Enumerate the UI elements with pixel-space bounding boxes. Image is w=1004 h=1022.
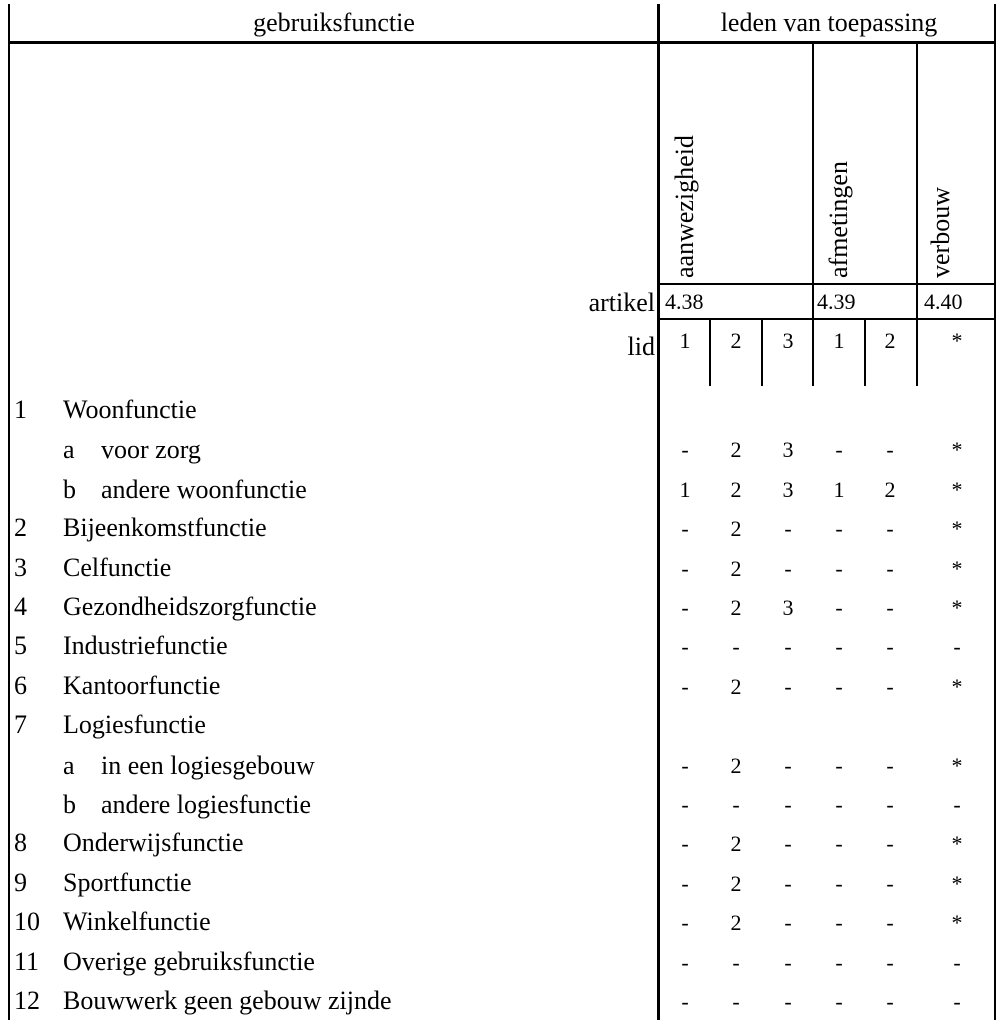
row-value-cell: - (835, 753, 843, 778)
row-value-cell: 2 (730, 516, 742, 541)
row-value-cell: 2 (730, 595, 742, 620)
row-value-cell: 2 (730, 674, 742, 699)
row-value-cell: * (951, 831, 963, 856)
row-value-cell: - (784, 753, 792, 778)
row-value-cell: - (886, 556, 894, 581)
row-name: Gezondheidszorgfunctie (63, 592, 317, 621)
lid-divider-1 (709, 320, 711, 386)
row-value-cell: - (835, 674, 843, 699)
row-value-cell: 2 (730, 831, 742, 856)
row-value-cell: - (835, 950, 843, 975)
row-number: 8 (14, 828, 27, 857)
row-value-cell: 2 (884, 477, 896, 502)
row-name: voor zorg (101, 435, 201, 464)
row-name: Industriefunctie (63, 631, 228, 660)
row-value-cell: - (681, 516, 689, 541)
row-value-cell: - (681, 634, 689, 659)
row-value-cell: - (886, 634, 894, 659)
row-value-cell: - (886, 910, 894, 935)
row-value-cell: - (784, 831, 792, 856)
row-value-cell: - (681, 950, 689, 975)
row-name: Bijeenkomstfunctie (63, 513, 267, 542)
row-value-cell: * (951, 516, 963, 541)
row-sub-letter: b (63, 475, 76, 504)
row-value-cell: - (681, 792, 689, 817)
artikel-line (660, 283, 996, 285)
row-value-cell: 3 (782, 437, 794, 462)
artikel-4-39: 4.39 (817, 289, 856, 314)
row-value-cell: - (784, 950, 792, 975)
row-value-cell: * (951, 910, 963, 935)
row-value-cell: - (681, 910, 689, 935)
lid-number: 1 (833, 328, 845, 353)
row-value-cell: - (784, 792, 792, 817)
row-number: 9 (14, 868, 27, 897)
lid-number: 2 (730, 328, 742, 353)
row-value-cell: 2 (730, 871, 742, 896)
row-sub-letter: a (63, 751, 75, 780)
row-value-cell: - (953, 950, 961, 975)
row-name: Onderwijsfunctie (63, 828, 244, 857)
row-value-cell: - (886, 950, 894, 975)
left-border (8, 4, 10, 1020)
row-value-cell: - (953, 989, 961, 1014)
group-divider-1 (812, 44, 814, 386)
lid-number: * (951, 328, 963, 353)
header-leden-van-toepassing: leden van toepassing (720, 8, 938, 37)
row-number: 10 (14, 907, 40, 936)
row-value-cell: - (732, 634, 740, 659)
row-value-cell: * (951, 871, 963, 896)
right-border (994, 4, 996, 1020)
row-name: Kantoorfunctie (63, 671, 221, 700)
row-value-cell: - (835, 556, 843, 581)
row-value-cell: 3 (782, 595, 794, 620)
row-number: 5 (14, 631, 27, 660)
lid-divider-2 (761, 320, 763, 386)
row-value-cell: * (951, 674, 963, 699)
row-value-cell: - (784, 516, 792, 541)
row-value-cell: * (951, 477, 963, 502)
row-name: Logiesfunctie (63, 710, 206, 739)
row-value-cell: - (681, 989, 689, 1014)
row-value-cell: - (784, 871, 792, 896)
row-value-cell: - (953, 792, 961, 817)
row-name: Winkelfunctie (63, 907, 211, 936)
row-value-cell: - (953, 634, 961, 659)
row-value-cell: - (681, 595, 689, 620)
row-number: 11 (14, 947, 40, 976)
row-value-cell: - (886, 516, 894, 541)
row-value-cell: - (886, 437, 894, 462)
lid-number: 3 (782, 328, 794, 353)
row-value-cell: - (784, 674, 792, 699)
row-value-cell: - (681, 831, 689, 856)
lid-number: 2 (884, 328, 896, 353)
row-number: 2 (14, 513, 27, 542)
row-value-cell: - (835, 595, 843, 620)
row-value-cell: - (886, 674, 894, 699)
row-value-cell: - (732, 950, 740, 975)
row-value-cell: - (886, 989, 894, 1014)
main-divider (657, 4, 660, 1020)
row-sub-letter: a (63, 435, 75, 464)
row-value-cell: - (681, 871, 689, 896)
row-value-cell: 1 (833, 477, 845, 502)
row-number: 3 (14, 553, 27, 582)
row-value-cell: 2 (730, 910, 742, 935)
row-name: Bouwwerk geen gebouw zijnde (63, 986, 392, 1015)
row-value-cell: * (951, 753, 963, 778)
artikel-label: artikel (588, 288, 655, 317)
row-value-cell: - (886, 595, 894, 620)
row-value-cell: 2 (730, 753, 742, 778)
row-value-cell: - (681, 674, 689, 699)
row-value-cell: - (835, 831, 843, 856)
row-value-cell: - (886, 831, 894, 856)
row-value-cell: 2 (730, 477, 742, 502)
row-name: in een logiesgebouw (101, 751, 315, 780)
row-number: 12 (14, 986, 40, 1015)
row-sub-letter: b (63, 790, 76, 819)
group-divider-2 (916, 44, 918, 386)
group-label-aanwezigheid: aanwezigheid (670, 135, 699, 278)
row-value-cell: - (835, 634, 843, 659)
row-value-cell: - (681, 556, 689, 581)
row-value-cell: 2 (730, 556, 742, 581)
row-number: 6 (14, 671, 27, 700)
group-label-afmetingen: afmetingen (824, 161, 853, 278)
row-value-cell: - (784, 634, 792, 659)
top-border (8, 41, 996, 44)
row-value-cell: - (681, 753, 689, 778)
lid-divider-3 (864, 320, 866, 386)
row-value-cell: 3 (782, 477, 794, 502)
row-value-cell: - (886, 871, 894, 896)
row-value-cell: * (951, 556, 963, 581)
row-value-cell: - (784, 910, 792, 935)
group-label-verbouw: verbouw (926, 187, 955, 278)
row-value-cell: 1 (679, 477, 691, 502)
row-value-cell: - (835, 792, 843, 817)
row-value-cell: - (835, 989, 843, 1014)
row-name: Celfunctie (63, 553, 172, 582)
row-value-cell: - (835, 437, 843, 462)
row-number: 1 (14, 395, 27, 424)
row-number: 4 (14, 592, 27, 621)
row-value-cell: - (681, 437, 689, 462)
row-value-cell: - (886, 753, 894, 778)
header-gebruiksfunctie: gebruiksfunctie (253, 8, 415, 37)
row-value-cell: 2 (730, 437, 742, 462)
row-value-cell: * (951, 595, 963, 620)
row-value-cell: - (835, 516, 843, 541)
lid-label: lid (627, 332, 655, 361)
artikel-4-40: 4.40 (924, 289, 963, 314)
row-value-cell: - (784, 556, 792, 581)
row-name: Sportfunctie (63, 868, 192, 897)
lid-number: 1 (679, 328, 691, 353)
row-value-cell: - (732, 989, 740, 1014)
row-value-cell: - (784, 989, 792, 1014)
row-name: Woonfunctie (63, 395, 197, 424)
row-name: andere woonfunctie (101, 475, 307, 504)
row-name: andere logiesfunctie (101, 790, 312, 819)
row-value-cell: - (835, 871, 843, 896)
row-value-cell: - (835, 910, 843, 935)
row-value-cell: - (886, 792, 894, 817)
row-name: Overige gebruiksfunctie (63, 947, 315, 976)
row-value-cell: * (951, 437, 963, 462)
row-value-cell: - (732, 792, 740, 817)
row-number: 7 (14, 710, 27, 739)
artikel-4-38: 4.38 (665, 289, 704, 314)
